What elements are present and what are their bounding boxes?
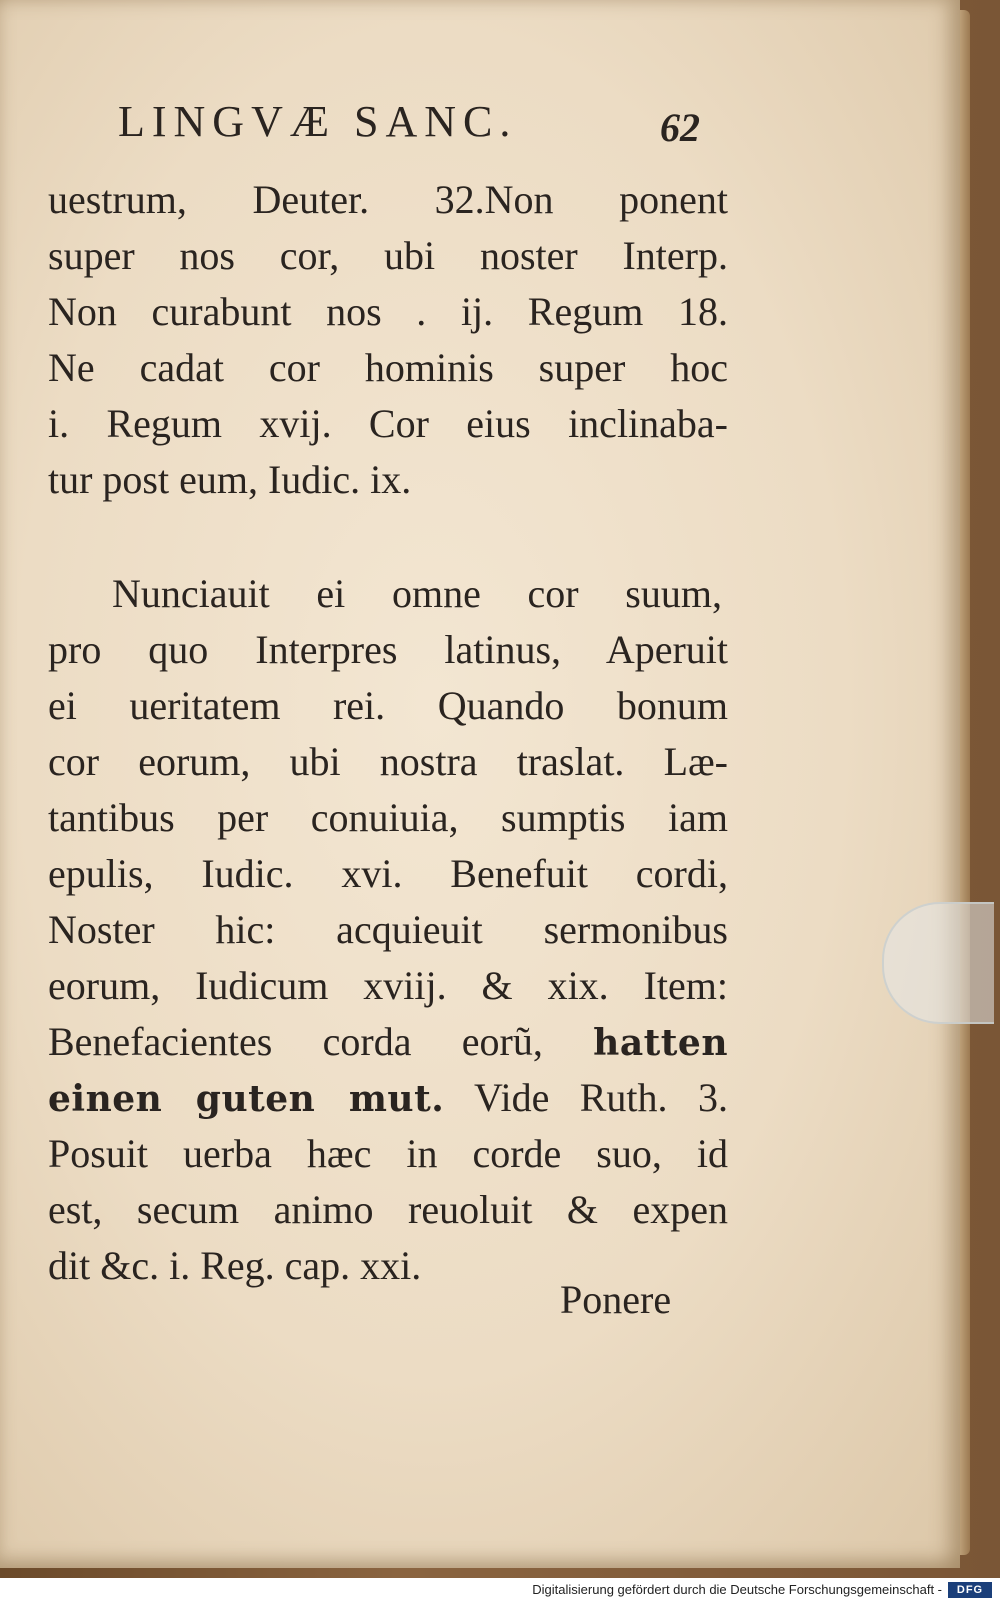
text-line: dit &c. i. Reg. cap. xxi.	[48, 1243, 422, 1288]
footer-credit: Digitalisierung gefördert durch die Deutsche Forschungsgemeinschaft -	[532, 1582, 942, 1597]
running-head: LINGVÆ SANC.	[118, 97, 518, 146]
text-line: i. Regum xvij. Cor eius inclinaba-	[48, 401, 728, 446]
text-line: cor eorum, ubi nostra traslat. Læ-	[48, 739, 728, 784]
text-line: pro quo Interpres latinus, Aperuit	[48, 627, 728, 672]
text-segment: Benefacientes corda eorũ,	[48, 1019, 543, 1064]
blackletter-phrase: einen guten mut.	[48, 1078, 445, 1120]
catchword: Ponere	[560, 1277, 672, 1322]
text-line: ei ueritatem rei. Quando bonum	[48, 683, 728, 728]
text-line: Nunciauit ei omne cor suum,	[112, 571, 722, 616]
text-line	[48, 1014, 728, 1071]
text-line: Ne cadat cor hominis super hoc	[48, 345, 728, 390]
text-line	[48, 1070, 728, 1127]
text-line: tantibus per conuiuia, sumptis iam	[48, 795, 728, 840]
page-clip	[882, 902, 994, 1024]
text-line: tur post eum, Iudic. ix.	[48, 457, 412, 502]
dfg-logo: DFG	[948, 1582, 992, 1598]
text-line: epulis, Iudic. xvi. Benefuit cordi,	[48, 851, 728, 896]
footer-bar	[0, 1578, 1000, 1604]
text-line: est, secum animo reuoluit & expen	[48, 1187, 728, 1232]
text-line: super nos cor, ubi noster Interp.	[48, 233, 728, 278]
page-number: 62	[660, 105, 700, 150]
text-line: Non curabunt nos . ij. Regum 18.	[48, 289, 728, 334]
text-line: Noster hic: acquieuit sermonibus	[48, 907, 728, 952]
text-line: eorum, Iudicum xviij. & xix. Item:	[48, 963, 728, 1008]
text-segment: Vide Ruth. 3.	[473, 1075, 728, 1120]
text-line: uestrum, Deuter. 32.Non ponent	[48, 177, 728, 222]
text-line: Posuit uerba hæc in corde suo, id	[48, 1131, 728, 1176]
blackletter-phrase: hatten	[593, 1022, 728, 1064]
